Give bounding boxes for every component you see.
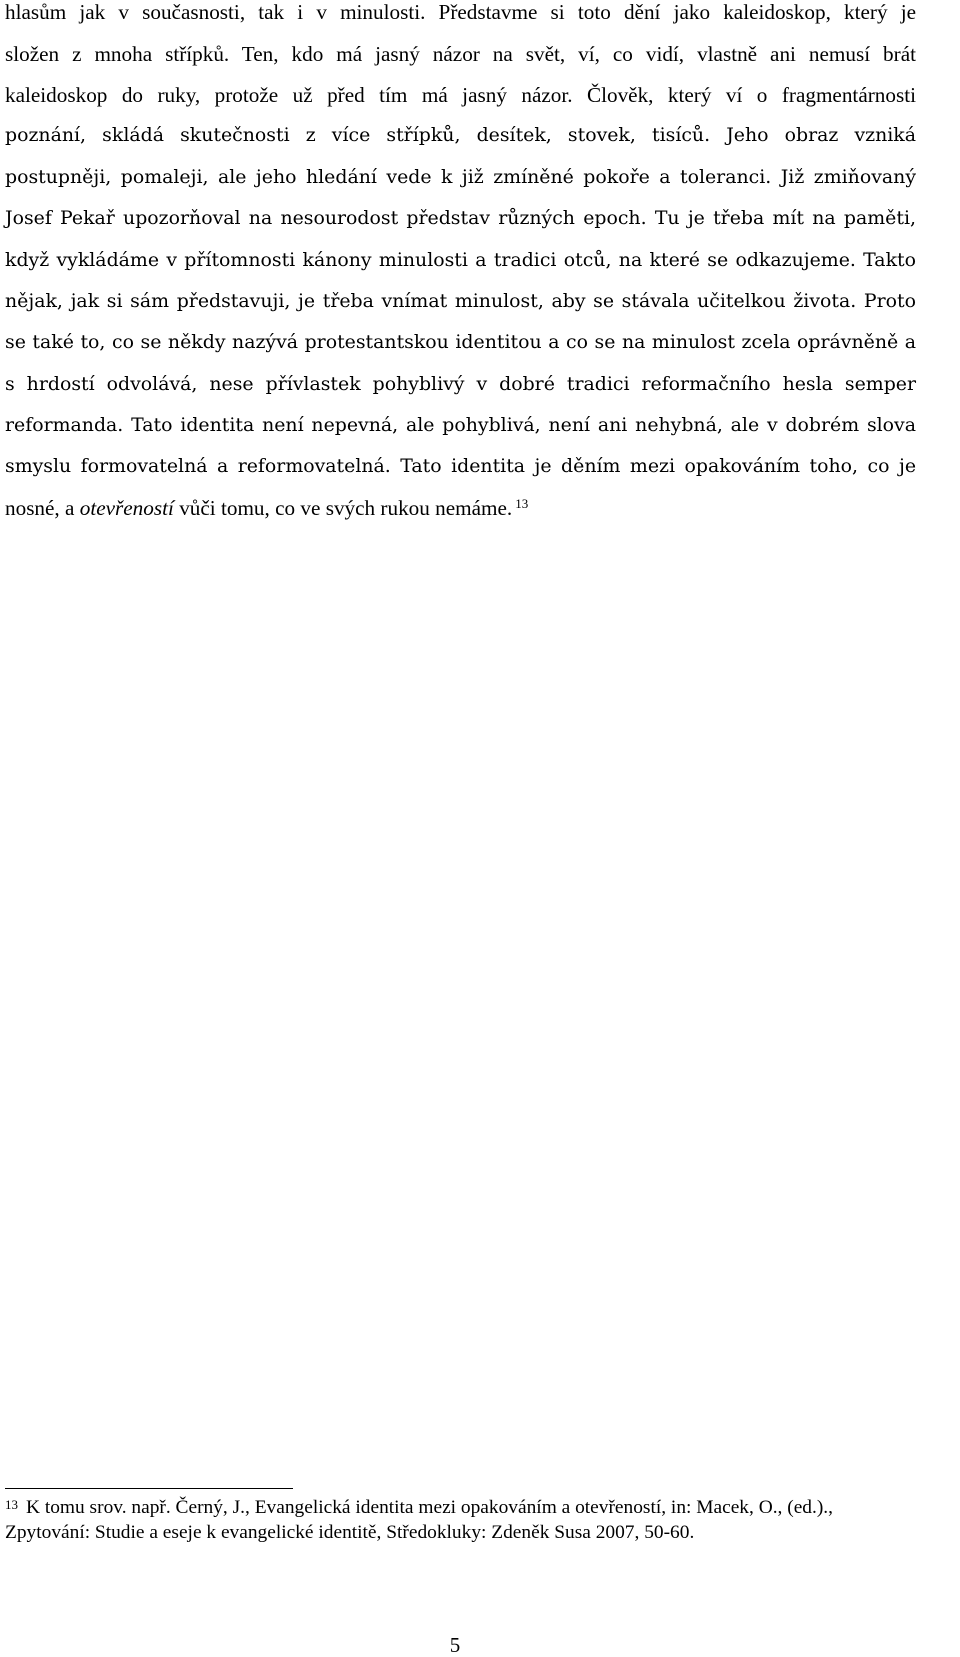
body-line-3: kaleidoskop do ruky, protože už před tím má jasný názor. Člověk, který ví o fragmentárnosti [5, 83, 916, 107]
body-line-13: nosné, a otevřeností vůči tomu, co ve svých rukou nemáme. $^{13}$ [5, 496, 529, 520]
body-line-6: Josef Pekař upozorňoval na nesourodost představ různých epoch. Tu je třeba mít na paměti, [5, 207, 916, 229]
emphasis-otevrenosti: otevřeností [79, 496, 174, 520]
body-line-4: poznání, skládá skutečnosti z více střípků, desítek, stovek, tisíců. Jeho obraz vzniká [5, 124, 916, 146]
body-line-2: složen z mnoha střípků. Ten, kdo má jasný názor na svět, ví, co vidí, vlastně ani nemusí brát [5, 42, 916, 66]
page-number: 5 [449, 1633, 461, 1657]
body-line-1: hlasům jak v současnosti, tak i v minulosti. Představme si toto dění jako kaleidoskop, který je [5, 0, 916, 24]
body-line-8: nějak, jak si sám představuji, je třeba vnímat minulost, aby se stávala učitelkou života. Proto [5, 290, 916, 312]
footnote-reference[interactable]: 13 [515, 496, 529, 511]
body-line-9: se také to, co se někdy nazývá protestantskou identitou a co se na minulost zcela oprávněně a [5, 331, 916, 353]
body-line-7: když vykládáme v přítomnosti kánony minulosti a tradici otců, na které se odkazujeme. Takto [5, 249, 916, 271]
footnote-separator [5, 1488, 293, 1489]
body-line-5: postupněji, pomaleji, ale jeho hledání vede k již zmíněné pokoře a toleranci. Již zmiňovaný [5, 166, 916, 188]
footnote-line-2: Zpytování: Studie a eseje k evangelické identitě, Středokluky: Zdeněk Susa 2007, 50-60. [5, 1522, 695, 1543]
footnote-line-1: $^{13}$ K tomu srov. např. Černý, J., Evangelická identita mezi opakováním a otevřeností, in: Macek, O., (ed.)., [5, 1497, 834, 1518]
body-line-12: smyslu formovatelná a reformovatelná. Tato identita je děním mezi opakováním toho, co je [5, 455, 916, 477]
body-line-10: s hrdostí odvolává, nese přívlastek pohyblivý v dobré tradici reformačního hesla semper [5, 373, 916, 395]
body-line-11: reformanda. Tato identita není nepevná, ale pohyblivá, není ani nehybná, ale v dobrém slova [5, 414, 916, 436]
footnote-number: 13 [5, 1497, 18, 1512]
